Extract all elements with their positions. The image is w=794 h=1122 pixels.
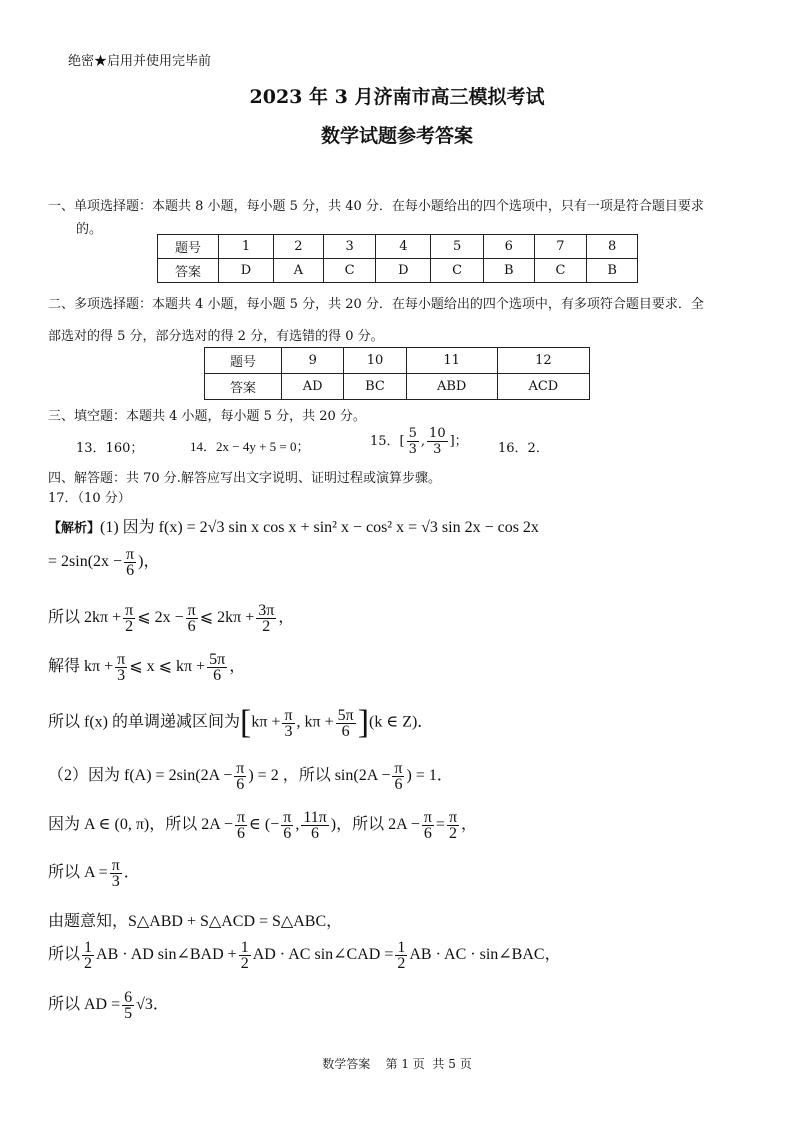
section2-text-line2: 部选对的得 5 分，部分选对的得 2 分，有选错的得 0 分。	[48, 329, 384, 344]
fraction: $\frac{6}{5}$	[124, 989, 133, 1022]
table-cell: D	[219, 259, 274, 283]
table-cell: C	[323, 259, 376, 283]
fraction: $\frac{\pi}{6}$	[236, 809, 246, 842]
table-cell: 答案	[205, 374, 282, 400]
answer-15: 15．[ $\frac{5}{3}$ , $\frac{10}{3}$ ]；	[370, 426, 468, 457]
table-row	[205, 348, 590, 374]
table-cell: ACD	[497, 374, 589, 400]
solution-line-6	[48, 761, 453, 792]
math-text: 所以	[48, 946, 81, 964]
math-text: ，	[461, 816, 478, 834]
math-text: ．	[123, 864, 140, 882]
math-text: )，	[138, 553, 160, 571]
math-text: ，	[229, 658, 246, 676]
fraction: $\frac{\pi}{2}$	[448, 809, 458, 842]
page-footer: 数学答案 第 1 页 共 5 页	[322, 1057, 472, 1071]
math-text: 所以 A =	[48, 864, 108, 882]
math-text: （2）因为 f(A) = 2sin(2A −	[48, 767, 233, 785]
math-text: ) = 2 ，所以 sin(2A −	[248, 767, 391, 785]
solution-line-5	[48, 704, 433, 742]
math-text: ) = 1．	[406, 767, 453, 785]
table-cell: AD	[282, 374, 344, 400]
math-text: ⩽ 2kπ +	[199, 609, 255, 627]
answer-15-prefix: 15．[	[370, 434, 405, 449]
fraction: $\frac{1}{2}$	[240, 939, 249, 972]
solution-line-11	[48, 990, 169, 1021]
table-cell: B	[483, 259, 534, 283]
table-cell: ABD	[406, 374, 497, 400]
math-text: (k ∈ Z)．	[369, 713, 434, 731]
solution-line-2	[48, 547, 159, 578]
table-cell: 1	[219, 235, 274, 259]
table-cell: C	[534, 259, 587, 283]
math-text: )，所以 2A −	[330, 816, 420, 834]
table-cell: D	[376, 259, 431, 283]
math-text: 解得 kπ +	[48, 658, 114, 676]
answer-14: 14．2x − 4y + 5 = 0；	[190, 439, 310, 454]
table-cell: 4	[376, 235, 431, 259]
fraction: $\frac{\pi}{3}$	[111, 857, 120, 890]
solution-line-10	[48, 940, 561, 971]
fraction: $\frac{1}{2}$	[84, 939, 93, 972]
math-text: ，	[278, 609, 295, 627]
math-text: ⩽ 2x −	[137, 609, 184, 627]
section3-text: 三、填空题：本题共 4 小题，每小题 5 分，共 20 分。	[48, 409, 366, 424]
fraction: $\frac{3\pi}{2}$	[258, 602, 275, 635]
math-text: AD · AC sin∠CAD =	[252, 946, 394, 964]
table-cell: A	[273, 259, 323, 283]
table-cell: 题号	[158, 235, 219, 259]
table-cell: 题号	[205, 348, 282, 374]
table-cell: 3	[323, 235, 376, 259]
fraction: $\frac{\pi}{6}$	[126, 546, 135, 579]
math-text: AB · AC · sin∠BAC，	[409, 946, 561, 964]
section2-text-line1: 二、多项选择题：本题共 4 小题，每小题 5 分，共 20 分．在每小题给出的四个选项中，有多项符合题目要求．全	[48, 297, 704, 312]
math-text: kπ +	[251, 713, 281, 731]
page-title: 2023 年 3 月济南市高三模拟考试	[249, 86, 545, 108]
section4-text: 四、解答题：共 70 分.解答应写出文字说明、证明过程或演算步骤。	[48, 471, 441, 486]
table-cell: B	[587, 259, 638, 283]
table-cell: 10	[344, 348, 406, 374]
table-cell: C	[431, 259, 484, 283]
page-subtitle: 数学试题参考答案	[320, 125, 473, 147]
fraction: $\frac{5\pi}{6}$	[337, 706, 354, 740]
math-text: 所以 f(x) 的单调递减区间为	[48, 713, 240, 731]
fraction: $\frac{1}{2}$	[397, 939, 406, 972]
fraction: $\frac{5}{3}$	[408, 426, 417, 457]
math-text: ∈ (−	[249, 816, 280, 834]
solution-line-7	[48, 810, 477, 841]
table-cell: 5	[431, 235, 484, 259]
multi-choice-answer-table	[204, 347, 590, 400]
fraction: $\frac{10}{3}$	[429, 426, 446, 457]
math-text: 所以 AD =	[48, 996, 121, 1014]
math-text: √3．	[136, 996, 169, 1014]
math-text: , kπ +	[296, 713, 334, 731]
table-cell: 11	[406, 348, 497, 374]
bracket-glyph: [	[240, 704, 252, 741]
fraction: $\frac{\pi}{6}$	[394, 760, 403, 793]
fraction: $\frac{\pi}{6}$	[236, 760, 245, 793]
table-cell: 6	[483, 235, 534, 259]
table-row	[158, 235, 638, 259]
table-row	[205, 374, 590, 400]
math-text: = 2sin(2x −	[48, 553, 123, 571]
confidential-label: 绝密★启用并使用完毕前	[68, 54, 212, 69]
single-choice-answer-table	[157, 234, 638, 283]
math-expression: (1) 因为 f(x) = 2√3 sin x cos x + sin² x − cos² x = √3 sin 2x − cos 2x	[100, 519, 539, 536]
math-text: 因为 A ∈ (0, π)，所以 2A −	[48, 816, 233, 834]
fraction: $\frac{\pi}{6}$	[423, 809, 432, 842]
answer-16: 16．2．	[498, 441, 549, 456]
fraction: $\frac{\pi}{6}$	[187, 602, 196, 635]
solution-label: 【解析】	[48, 521, 101, 536]
answer-15-suffix: ]；	[449, 434, 468, 449]
table-cell: 2	[273, 235, 323, 259]
fraction: $\frac{\pi}{2}$	[125, 602, 134, 635]
solution-line-9: 由题意知，S△ABD + S△ACD = S△ABC，	[48, 913, 343, 930]
table-row	[158, 259, 638, 283]
answer-13: 13．160；	[76, 441, 144, 456]
fraction: $\frac{5\pi}{6}$	[209, 651, 226, 684]
table-cell: 12	[497, 348, 589, 374]
table-cell: 9	[282, 348, 344, 374]
solution-line-3	[48, 603, 294, 634]
fraction: $\frac{\pi}{6}$	[283, 809, 292, 842]
question-17-label: 17．（10 分）	[48, 491, 131, 506]
fraction: $\frac{\pi}{3}$	[117, 651, 126, 684]
fraction: $\frac{11\pi}{6}$	[303, 809, 327, 842]
math-text: =	[435, 816, 445, 834]
fraction: $\frac{\pi}{3}$	[284, 706, 293, 740]
table-cell: BC	[344, 374, 406, 400]
solution-line-4	[48, 652, 245, 683]
solution-line-8	[48, 858, 140, 889]
math-text: AB · AD sin∠BAD +	[96, 946, 237, 964]
solution-line-1	[48, 514, 539, 537]
section1-text-line1: 一、单项选择题：本题共 8 小题，每小题 5 分，共 40 分．在每小题给出的四个选项中，只有一项是符合题目要求	[48, 199, 704, 214]
math-text: ⩽ x ⩽ kπ +	[129, 658, 206, 676]
math-text: 所以 2kπ +	[48, 609, 122, 627]
table-cell: 答案	[158, 259, 219, 283]
section1-text-line2: 的。	[76, 222, 103, 237]
table-cell: 8	[587, 235, 638, 259]
table-cell: 7	[534, 235, 587, 259]
bracket-glyph: ]	[357, 704, 370, 741]
math-text: ,	[295, 816, 300, 834]
